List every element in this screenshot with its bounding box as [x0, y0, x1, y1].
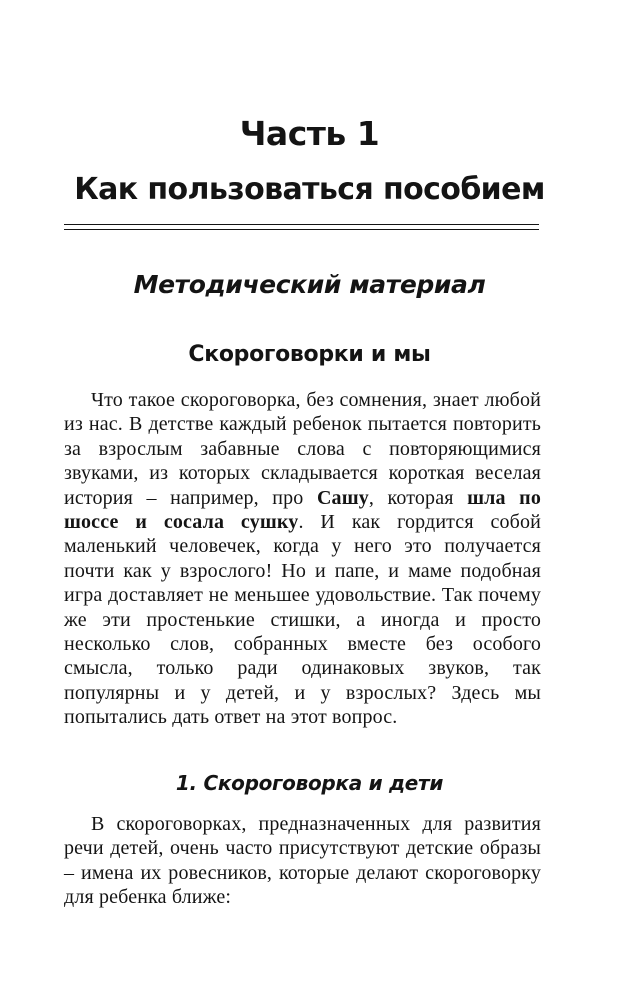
intro-text-1: Что такое скороговорка, без сомнения, знает любой из нас. В детстве каждый ребенок пытается повторить за взрослым забавные слова с повторяющимися звуками, из которых складывается короткая веселая история – например, про — [64, 389, 541, 509]
book-title: Как пользоваться пособием — [74, 172, 545, 207]
section-title: Методический материал — [133, 270, 486, 299]
intro-text-2: , которая — [368, 486, 468, 509]
intro-paragraph — [64, 388, 541, 730]
intro-bold-name: Сашу — [316, 486, 369, 509]
subsection-title: Скороговорки и мы — [188, 342, 431, 367]
chapter-title: 1. Скороговорка и дети — [175, 771, 444, 795]
intro-text-3: . И как гордится собой маленький человечек, когда у него это получается почти как у взрослого! Но и папе, и маме подобная игра доставляет не меньшее удовольствие. Так почему же эти простенькие стишки, а иногда и просто несколько слов, собранных вместе без особого смысла, только ради одинаковых звуков, так популярны и у детей, и у взрослых? Здесь мы попытались дать ответ на этот вопрос. — [64, 511, 542, 729]
double-rule-divider — [64, 224, 539, 230]
part-title: Часть 1 — [239, 114, 380, 153]
intro-bold-phrase: шла по шоссе и сосала сушку — [64, 486, 541, 534]
chapter-paragraph: В скороговорках, предназначенных для развития речи детей, очень часто присутствуют детские образы – имена их ровесников, которые делают скороговорку для ребенка ближе: — [64, 813, 541, 909]
